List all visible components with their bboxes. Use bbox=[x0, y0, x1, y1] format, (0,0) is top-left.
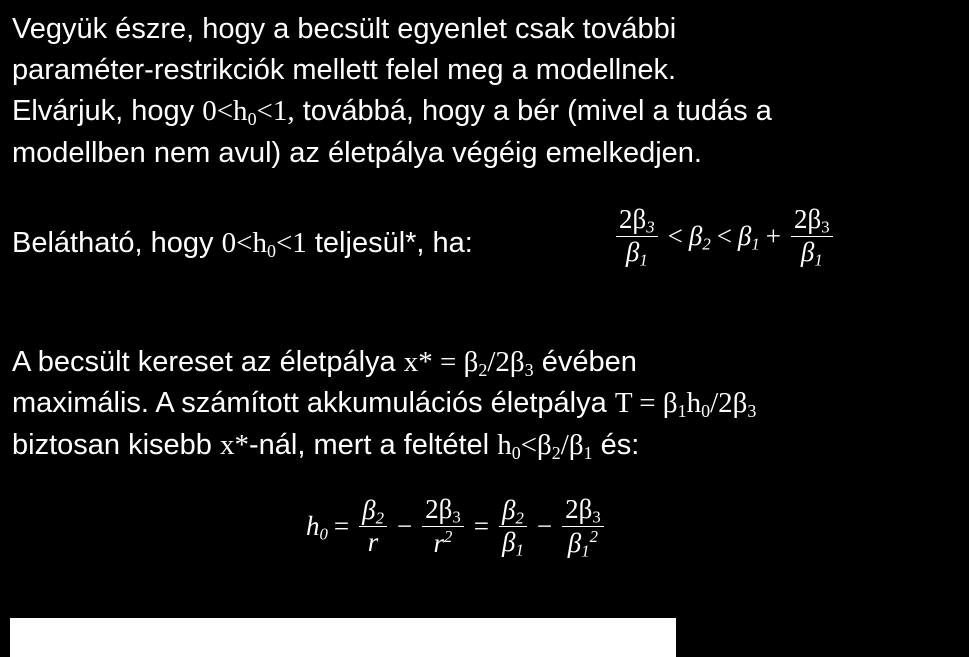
para1-line3 bbox=[12, 94, 772, 129]
white-box bbox=[10, 618, 676, 657]
fraction-2b3-over-b1-squared: $\frac{2\beta_3}{\beta_1^2}$ bbox=[562, 495, 604, 558]
beta1: $\beta_1$ bbox=[737, 220, 760, 254]
h0-lhs: $h_0$ bbox=[306, 511, 328, 544]
fraction-b2-over-r: $\frac{\beta_2}{r}$ bbox=[359, 496, 387, 558]
para3-line2: maximális. A számított akkumulációs életpálya $T = \beta_1h_0/2\beta_3$ bbox=[12, 387, 757, 422]
fraction-2b3-over-b1-second: $\frac{2\beta_3}{\beta_1}$ bbox=[791, 205, 833, 267]
xstar-math: $x* = \beta_2/2\beta_3$ bbox=[403, 346, 534, 381]
h0-condition2-math: $h_0<\beta_2/\beta_1$ bbox=[497, 429, 593, 464]
h0-range-math: $0<h_0<1$, bbox=[202, 95, 295, 130]
para3-line3: biztosan kisebb x*-nál, mert a feltétel $h_0<\beta_2/\beta_1$ és: bbox=[12, 429, 640, 464]
para2-text: Belátható, hogy $0<h_0<1$ teljesül*, ha: bbox=[12, 227, 473, 262]
beta-inequality-formula: $\frac{2\beta_3}{\beta_1}$ < $\beta_2$ < $\beta_1$ + $\frac{2\beta_3}{\beta_1}$ bbox=[612, 205, 837, 267]
fraction-2b3-over-r2: $\frac{2\beta_3}{r^2}$ bbox=[422, 495, 464, 558]
h0-condition-math: $0<h_0<1$ bbox=[221, 227, 307, 262]
para3-line1: A becsült kereset az életpálya $x* = \beta_2/2\beta_3$ évében bbox=[12, 346, 637, 381]
para1-line1: Vegyük észre, hogy a becsült egyenlet csak további bbox=[12, 13, 677, 45]
para1-line4: modellben nem avul) az életpálya végéig emelkedjen. bbox=[12, 137, 702, 169]
beta2: $\beta_2$ bbox=[688, 220, 711, 254]
fraction-b2-over-b1: $\frac{\beta_2}{\beta_1}$ bbox=[499, 496, 527, 558]
para1-line2: paraméter-restrikciók mellett felel meg a modellnek. bbox=[12, 54, 677, 86]
para1-line3-post: továbbá, hogy a bér (mivel a tudás a bbox=[294, 95, 772, 127]
t-math: $T = \beta_1h_0/2\beta_3$ bbox=[614, 387, 757, 422]
fraction-2b3-over-b1: $\frac{2\beta_3}{\beta_1}$ bbox=[616, 205, 658, 267]
h0-equation: $h_0$ = $\frac{\beta_2}{r}$ − $\frac{2\beta_3}{r^2}$ = $\frac{\beta_2}{\beta_1}$ − $\frac{2\beta_3}{\beta_1^2}$ bbox=[306, 495, 608, 558]
para1-line3-pre: Elvárjuk, hogy bbox=[12, 95, 203, 127]
